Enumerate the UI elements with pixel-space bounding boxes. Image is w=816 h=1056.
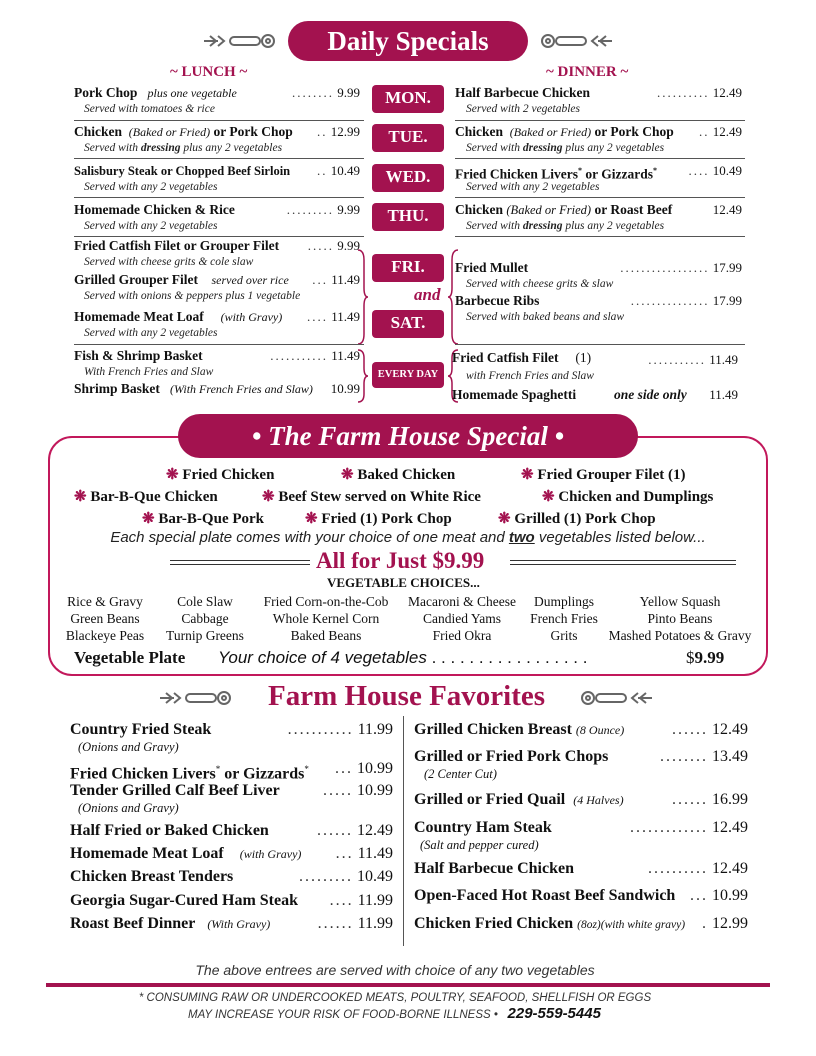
divider bbox=[455, 120, 745, 121]
favorite-price: ... 11.49 bbox=[335, 845, 393, 862]
day-fri: FRI. bbox=[372, 254, 444, 282]
ornament-right bbox=[536, 30, 616, 52]
dinner-item: Homemade Spaghetti bbox=[452, 387, 577, 402]
lunch-sub: Served with any 2 vegetables bbox=[84, 181, 218, 193]
dinner-price: 11.49 bbox=[709, 387, 738, 402]
favorite-sub: (Onions and Gravy) bbox=[78, 740, 179, 754]
favorite-price: ...... 16.99 bbox=[672, 791, 748, 808]
dinner-sub: Served with baked beans and slaw bbox=[466, 311, 625, 323]
veg-col: Fried Corn-on-the-Cob Whole Kernel Corn Baked Beans bbox=[263, 594, 389, 643]
dinner-sub: with French Fries and Slaw bbox=[466, 370, 594, 382]
dinner-sub: Served with 2 vegetables bbox=[466, 103, 581, 115]
lunch-item: Shrimp Basket (With French Fries and Slaw) bbox=[74, 381, 313, 396]
lunch-price: .... 11.49 bbox=[306, 309, 360, 324]
special-price-line: All for Just $9.99 bbox=[316, 548, 485, 573]
favorite-item: Half Fried or Baked Chicken bbox=[70, 822, 269, 839]
lunch-item: Homemade Meat Loaf (with Gravy) bbox=[74, 309, 283, 324]
disclaimer-line2: MAY INCREASE YOUR RISK OF FOOD-BORNE ILLNESS • 229-559-5445 bbox=[188, 1005, 601, 1022]
day-mon: MON. bbox=[372, 85, 444, 113]
lunch-item: Grilled Grouper Filet served over rice bbox=[74, 272, 289, 287]
daily-specials-title: Daily Specials bbox=[288, 21, 528, 61]
price-rule-left bbox=[170, 560, 310, 565]
dinner-note: one side only bbox=[614, 387, 687, 402]
favorite-item: Open-Faced Hot Roast Beef Sandwich bbox=[414, 887, 676, 904]
divider bbox=[455, 197, 745, 198]
dinner-heading: ~ DINNER ~ bbox=[546, 64, 629, 80]
lunch-price: ..... 9.99 bbox=[307, 238, 360, 253]
lunch-sub: Served with any 2 vegetables bbox=[84, 327, 218, 339]
lunch-item: Pork Chop plus one vegetable bbox=[74, 85, 237, 100]
divider bbox=[455, 344, 745, 345]
lunch-price: ........ 9.99 bbox=[292, 85, 360, 100]
day-thu: THU. bbox=[372, 203, 444, 231]
and-label: and bbox=[414, 285, 441, 304]
lunch-price: .. 10.49 bbox=[317, 163, 360, 178]
dinner-item: Fried Catfish Filet (1) bbox=[452, 350, 592, 365]
special-item: ❋ Fried Grouper Filet (1) bbox=[521, 467, 686, 483]
lunch-item: Salisbury Steak or Chopped Beef Sirloin bbox=[74, 164, 291, 178]
lunch-price: ... 11.49 bbox=[312, 272, 360, 287]
lunch-sub: Served with tomatoes & rice bbox=[84, 103, 215, 115]
lunch-price: 10.99 bbox=[330, 381, 360, 396]
dinner-item: Chicken (Baked or Fried) or Pork Chop bbox=[455, 124, 674, 139]
favorites-footer-note: The above entrees are served with choice of any two vegetables bbox=[195, 962, 595, 978]
dinner-item: Half Barbecue Chicken bbox=[455, 85, 590, 100]
lunch-sub: Served with dressing plus any 2 vegetables bbox=[84, 142, 283, 154]
lunch-price: ......... 9.99 bbox=[286, 202, 360, 217]
favorite-price: . 12.99 bbox=[702, 915, 748, 932]
veg-col: Rice & Gravy Green Beans Blackeye Peas bbox=[65, 594, 145, 643]
veg-col: Cole Slaw Cabbage Turnip Greens bbox=[166, 594, 244, 643]
special-description: Each special plate comes with your choice of one meat and two vegetables listed below... bbox=[110, 529, 706, 546]
favorite-price: ... 10.99 bbox=[335, 760, 393, 777]
favorite-item: Homemade Meat Loaf (with Gravy) bbox=[70, 845, 302, 862]
lunch-item: Fried Catfish Filet or Grouper Filet bbox=[74, 238, 280, 253]
favorite-item: Country Fried Steak bbox=[70, 721, 212, 738]
lunch-sub: Served with any 2 vegetables bbox=[84, 220, 218, 232]
dinner-item: Barbecue Ribs bbox=[455, 293, 540, 308]
special-item: ❋ Chicken and Dumplings bbox=[542, 489, 714, 505]
favorite-price: ............. 12.49 bbox=[630, 819, 748, 836]
favorite-price: ......... 10.49 bbox=[299, 868, 393, 885]
special-item: ❋ Fried Chicken bbox=[166, 467, 275, 483]
dinner-sub: Served with any 2 vegetables bbox=[466, 181, 600, 193]
dinner-sub: Served with dressing plus any 2 vegetables bbox=[466, 220, 665, 232]
favorites-divider bbox=[403, 716, 404, 946]
favorite-item: Roast Beef Dinner (With Gravy) bbox=[70, 915, 271, 932]
lunch-item: Homemade Chicken & Rice bbox=[74, 202, 235, 217]
dinner-sub: Served with cheese grits & slaw bbox=[466, 278, 614, 290]
farm-special-title: • The Farm House Special • bbox=[178, 414, 638, 458]
favorite-item: Grilled or Fried Pork Chops bbox=[414, 748, 609, 765]
favorite-price: ........... 11.99 bbox=[287, 721, 393, 738]
favorite-price: ...... 12.49 bbox=[317, 822, 393, 839]
special-item: ❋ Grilled (1) Pork Chop bbox=[498, 511, 656, 527]
favorite-item: Chicken Breast Tenders bbox=[70, 868, 234, 885]
favorite-item: Grilled or Fried Quail (4 Halves) bbox=[414, 791, 624, 808]
lunch-sub: Served with cheese grits & cole slaw bbox=[84, 256, 254, 268]
veg-heading: VEGETABLE CHOICES... bbox=[327, 575, 480, 590]
dinner-price: .. 12.49 bbox=[699, 124, 742, 139]
special-item: ❋ Bar-B-Que Pork bbox=[142, 511, 265, 527]
favorite-sub: (2 Center Cut) bbox=[424, 767, 497, 781]
divider bbox=[74, 236, 364, 237]
special-item: ❋ Baked Chicken bbox=[341, 467, 456, 483]
veg-plate-desc: Your choice of 4 vegetables . . . . . . . . . . . . . . . . . bbox=[218, 648, 588, 667]
favorite-item: Chicken Fried Chicken (8oz)(with white gravy) bbox=[414, 915, 686, 932]
lunch-price: ........... 11.49 bbox=[270, 348, 360, 363]
special-item: ❋ Beef Stew served on White Rice bbox=[262, 489, 481, 505]
divider bbox=[74, 120, 364, 121]
favorite-price: ...... 12.49 bbox=[672, 721, 748, 738]
divider bbox=[74, 344, 364, 345]
divider bbox=[74, 197, 364, 198]
lunch-heading: ~ LUNCH ~ bbox=[170, 64, 248, 80]
lunch-sub: With French Fries and Slaw bbox=[84, 366, 214, 378]
favorite-price: .... 11.99 bbox=[329, 892, 393, 909]
dinner-price: ........... 11.49 bbox=[648, 352, 738, 367]
dinner-price: 12.49 bbox=[712, 202, 742, 217]
veg-col: Macaroni & Cheese Candied Yams Fried Okra bbox=[408, 594, 516, 643]
day-tue: TUE. bbox=[372, 124, 444, 152]
special-item: ❋ Bar-B-Que Chicken bbox=[74, 489, 218, 505]
favorites-title: Farm House Favorites bbox=[268, 680, 546, 712]
divider bbox=[455, 158, 745, 159]
dinner-price: .... 10.49 bbox=[688, 163, 742, 178]
day-every: EVERY DAY bbox=[372, 362, 444, 388]
favorite-price: ... 10.99 bbox=[690, 887, 748, 904]
divider bbox=[74, 158, 364, 159]
favorite-sub: (Onions and Gravy) bbox=[78, 801, 179, 815]
favorite-item: Tender Grilled Calf Beef Liver bbox=[70, 782, 280, 799]
day-wed: WED. bbox=[372, 164, 444, 192]
favorite-item: Half Barbecue Chicken bbox=[414, 860, 574, 877]
lunch-item: Fish & Shrimp Basket bbox=[74, 348, 203, 363]
favorite-item: Country Ham Steak bbox=[414, 819, 552, 836]
favorite-price: ...... 11.99 bbox=[317, 915, 393, 932]
price-rule-right bbox=[510, 560, 736, 565]
favorite-item: Grilled Chicken Breast (8 Ounce) bbox=[414, 721, 625, 738]
disclaimer-line1: * CONSUMING RAW OR UNDERCOOKED MEATS, POULTRY, SEAFOOD, SHELLFISH OR EGGS bbox=[138, 992, 652, 1004]
day-sat: SAT. bbox=[372, 310, 444, 338]
ornament-left bbox=[200, 30, 280, 52]
ornament-left bbox=[156, 687, 236, 709]
favorite-price: ........ 13.49 bbox=[660, 748, 748, 765]
dinner-price: .......... 12.49 bbox=[657, 85, 742, 100]
bottom-rule bbox=[46, 983, 770, 987]
veg-col: Dumplings French Fries Grits bbox=[530, 594, 598, 643]
dinner-item: Fried Chicken Livers* or Gizzards* bbox=[455, 166, 657, 182]
divider bbox=[455, 236, 745, 237]
dinner-price: ................. 17.99 bbox=[620, 260, 742, 275]
ornament-right bbox=[576, 687, 656, 709]
dinner-sub: Served with dressing plus any 2 vegetables bbox=[466, 142, 665, 154]
favorite-item: Georgia Sugar-Cured Ham Steak bbox=[70, 892, 298, 909]
lunch-price: .. 12.99 bbox=[317, 124, 360, 139]
special-item: ❋ Fried (1) Pork Chop bbox=[305, 511, 452, 527]
veg-plate-label: Vegetable Plate bbox=[74, 648, 186, 667]
dinner-item: Fried Mullet bbox=[455, 260, 529, 275]
favorite-item: Fried Chicken Livers* or Gizzards* bbox=[70, 764, 309, 783]
lunch-item: Chicken (Baked or Fried) or Pork Chop bbox=[74, 124, 293, 139]
favorite-price: ..... 10.99 bbox=[323, 782, 393, 799]
lunch-sub: Served with onions & peppers plus 1 vegetable bbox=[84, 290, 301, 302]
favorite-price: .......... 12.49 bbox=[648, 860, 748, 877]
dinner-item: Chicken (Baked or Fried) or Roast Beef bbox=[455, 202, 673, 217]
veg-plate-price: $9.99 bbox=[686, 648, 725, 667]
brace-left-fri-sat bbox=[356, 248, 368, 346]
dinner-price: ............... 17.99 bbox=[630, 293, 742, 308]
veg-col: Yellow Squash Pinto Beans Mashed Potatoes & Gravy bbox=[608, 594, 752, 643]
favorite-sub: (Salt and pepper cured) bbox=[420, 838, 539, 852]
